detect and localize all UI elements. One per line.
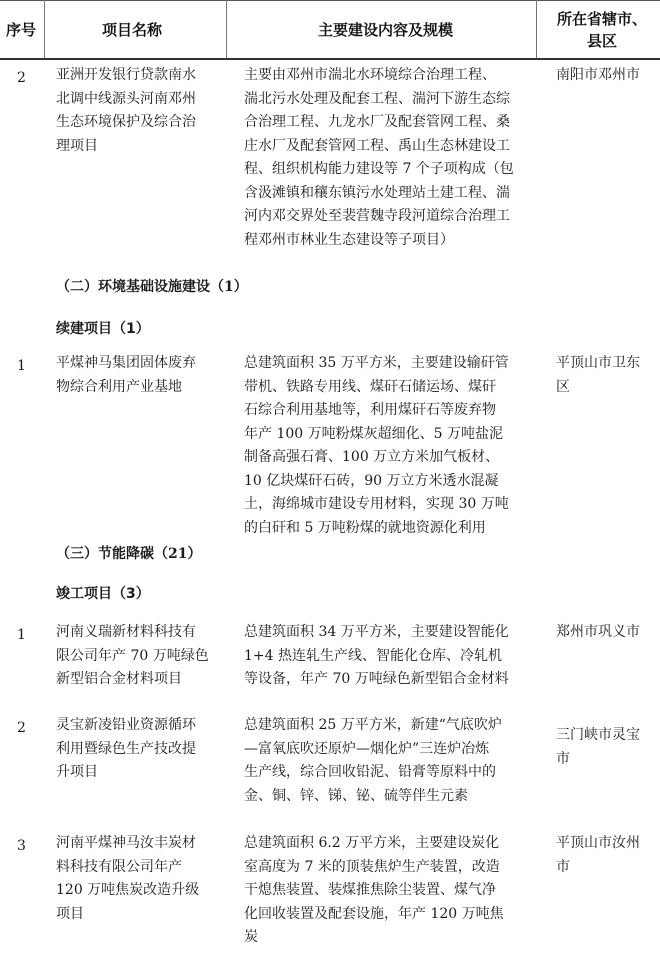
header-col-content: 主要建设内容及规模	[318, 21, 454, 39]
table-top-border	[0, 0, 660, 1]
subsection-title: 续建项目（1）	[56, 321, 150, 337]
section-title: （二）环境基础设施建设（1）	[56, 279, 248, 295]
row-project-name: 灵宝新凌铅业资源循环 利用暨绿色生产技改提 升项目	[56, 717, 196, 780]
row-location: 平顶山市汝州 市	[556, 835, 640, 875]
row-index: 1	[17, 358, 26, 374]
header-col-location: 所在省辖市、 县区	[556, 10, 647, 50]
header-col-index: 序号	[6, 21, 37, 39]
row-project-name: 亚洲开发银行贷款南水 北调中线源头河南邓州 生态环境保护及综合治 理项目	[56, 67, 196, 154]
row-index: 3	[17, 838, 26, 854]
row-location: 南阳市邓州市	[556, 67, 640, 83]
row-index: 2	[17, 70, 26, 86]
row-content: 主要由邓州市湍北水环境综合治理工程、 湍北污水处理及配套工程、湍河下游生态综 合治理工程、九龙水厂及配套管网工程、桑 庄水厂及配套管网工程、禹山生态林建设工 程、组织机构能力建设等 7 个子项构成（包 含汲滩镇和穰东镇污水处理站土建工程、湍 河内邓交界处至裴营魏寺段河道综合治理工 程邓州市林业生态建设等子项目）	[244, 67, 514, 248]
row-location: 平顶山市卫东 区	[556, 355, 640, 395]
row-location: 三门峡市灵宝 市	[556, 727, 640, 767]
row-content: 总建筑面积 34 万平方米，主要建设智能化 1+4 热连轧生产线、智能化仓库、冷轧机 等设备，年产 70 万吨绿色新型铝合金材料	[244, 624, 509, 687]
header-divider-2	[226, 0, 227, 58]
row-location: 郑州市巩义市	[556, 624, 640, 640]
row-index: 1	[17, 627, 26, 643]
section-title: （三）节能降碳（21）	[56, 546, 202, 562]
row-content: 总建筑面积 35 万平方米，主要建设输矸管 带机、铁路专用线、煤矸石储运场、煤矸 石综合利用基地等，利用煤矸石等废弃物 年产 100 万吨粉煤灰超细化、5 万吨盐泥 制备高强石膏、100 万立方米加气板材、 10 亿块煤矸石砖，90 万立方米透水混凝 土，海绵城市建设专用材料，实现 30 万吨 的白矸和 5 万吨粉煤的就地资源化利用	[244, 355, 509, 536]
row-content: 总建筑面积 6.2 万平方米，主要建设炭化 室高度为 7 米的顶装焦炉生产装置，改造 干熄焦装置、装煤推焦除尘装置、煤气净 化回收装置及配套设施，年产 120 万吨焦 炭	[244, 835, 504, 945]
row-content: 总建筑面积 25 万平方米，新建“气底吹炉 —富氧底吹还原炉—烟化炉”三连炉冶炼 生产线，综合回收铅泥、铅膏等原料中的 金、铜、锌、锑、铋、硫等伴生元素	[244, 717, 502, 804]
header-bottom-border	[0, 58, 660, 60]
row-project-name: 河南平煤神马汝丰炭材 料科技有限公司年产 120 万吨焦炭改造升级 项目	[56, 835, 200, 922]
row-project-name: 平煤神马集团固体废弃 物综合利用产业基地	[56, 355, 196, 395]
header-col-name: 项目名称	[102, 21, 163, 39]
header-divider-1	[44, 0, 45, 58]
row-index: 2	[17, 720, 26, 736]
header-divider-3	[536, 0, 537, 58]
row-project-name: 河南义瑞新材料科技有 限公司年产 70 万吨绿色 新型铝合金材料项目	[56, 624, 209, 687]
subsection-title: 竣工项目（3）	[56, 586, 150, 602]
